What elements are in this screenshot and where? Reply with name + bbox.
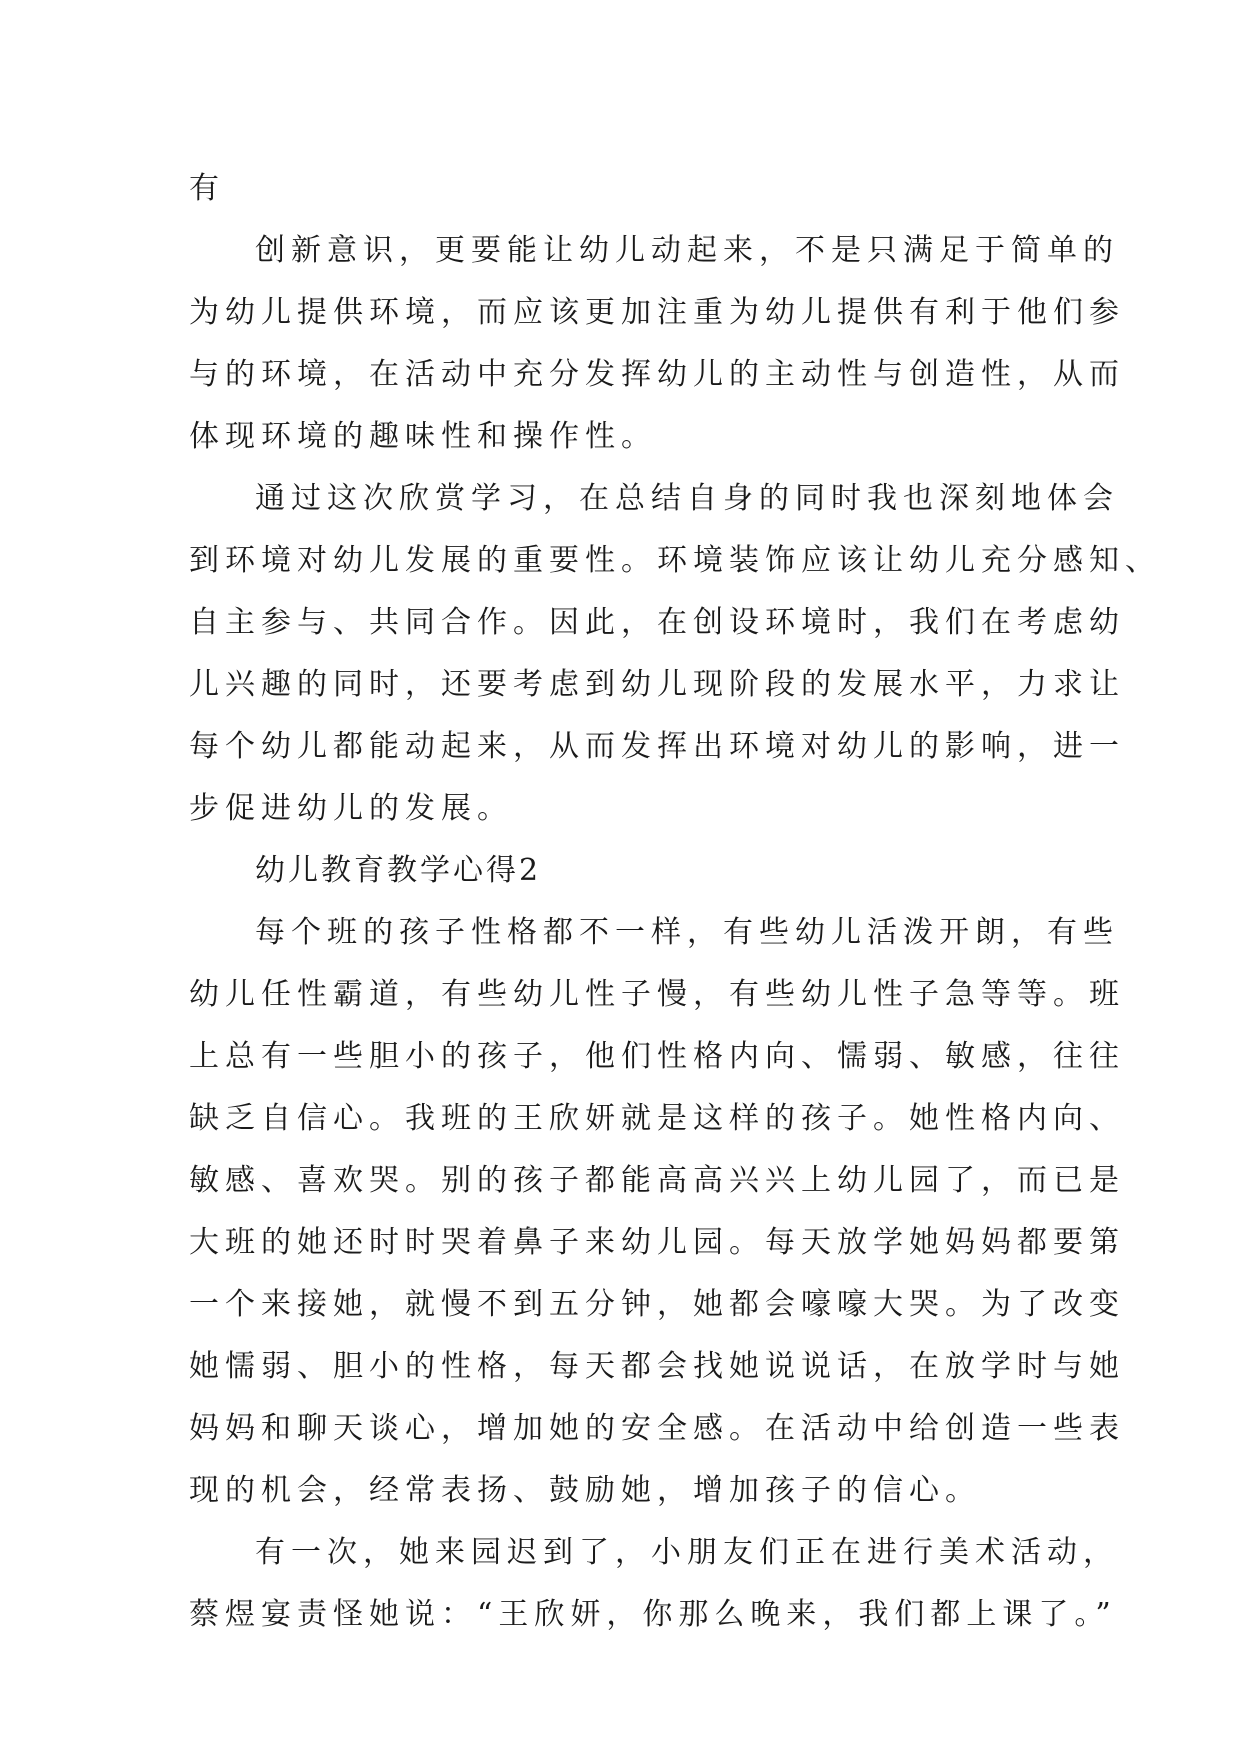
- text-line: 妈妈和聊天谈心，增加她的安全感。在活动中给创造一些表: [189, 1411, 1125, 1446]
- text-line: 与的环境，在活动中充分发挥幼儿的主动性与创造性，从而: [189, 357, 1125, 392]
- text-line: 幼儿任性霸道，有些幼儿性子慢，有些幼儿性子急等等。班: [189, 977, 1125, 1012]
- text-line: 体现环境的趣味性和操作性。: [189, 419, 657, 454]
- text-line: 敏感、喜欢哭。别的孩子都能高高兴兴上幼儿园了，而已是: [189, 1163, 1125, 1198]
- text-line: 蔡煜宴责怪她说：“王欣妍，你那么晚来，我们都上课了。”: [189, 1597, 1117, 1632]
- text-line: 有: [189, 171, 225, 206]
- text-line: 每个幼儿都能动起来，从而发挥出环境对幼儿的影响，进一: [189, 729, 1125, 764]
- text-line: 儿兴趣的同时，还要考虑到幼儿现阶段的发展水平，力求让: [189, 667, 1125, 702]
- text-line: 上总有一些胆小的孩子，他们性格内向、懦弱、敏感，往往: [189, 1039, 1125, 1074]
- text-line: 到环境对幼儿发展的重要性。环境装饰应该让幼儿充分感知、: [189, 543, 1161, 578]
- paragraph-start-line: 每个班的孩子性格都不一样，有些幼儿活泼开朗，有些: [255, 915, 1119, 950]
- text-line: 大班的她还时时哭着鼻子来幼儿园。每天放学她妈妈都要第: [189, 1225, 1125, 1260]
- paragraph-start-line: 有一次，她来园迟到了，小朋友们正在进行美术活动，: [255, 1535, 1119, 1570]
- text-line: 一个来接她，就慢不到五分钟，她都会嚎嚎大哭。为了改变: [189, 1287, 1125, 1322]
- section-heading: 幼儿教育教学心得2: [255, 853, 542, 888]
- text-line: 步促进幼儿的发展。: [189, 791, 513, 826]
- text-line: 自主参与、共同合作。因此，在创设环境时，我们在考虑幼: [189, 605, 1125, 640]
- paragraph-start-line: 创新意识，更要能让幼儿动起来，不是只满足于简单的: [255, 233, 1119, 268]
- text-line: 为幼儿提供环境，而应该更加注重为幼儿提供有利于他们参: [189, 295, 1125, 330]
- text-line: 缺乏自信心。我班的王欣妍就是这样的孩子。她性格内向、: [189, 1101, 1125, 1136]
- text-line: 她懦弱、胆小的性格，每天都会找她说说话，在放学时与她: [189, 1349, 1125, 1384]
- document-body: [189, 158, 1161, 1646]
- text-line: 现的机会，经常表扬、鼓励她，增加孩子的信心。: [189, 1473, 981, 1508]
- paragraph-start-line: 通过这次欣赏学习，在总结自身的同时我也深刻地体会: [255, 481, 1119, 516]
